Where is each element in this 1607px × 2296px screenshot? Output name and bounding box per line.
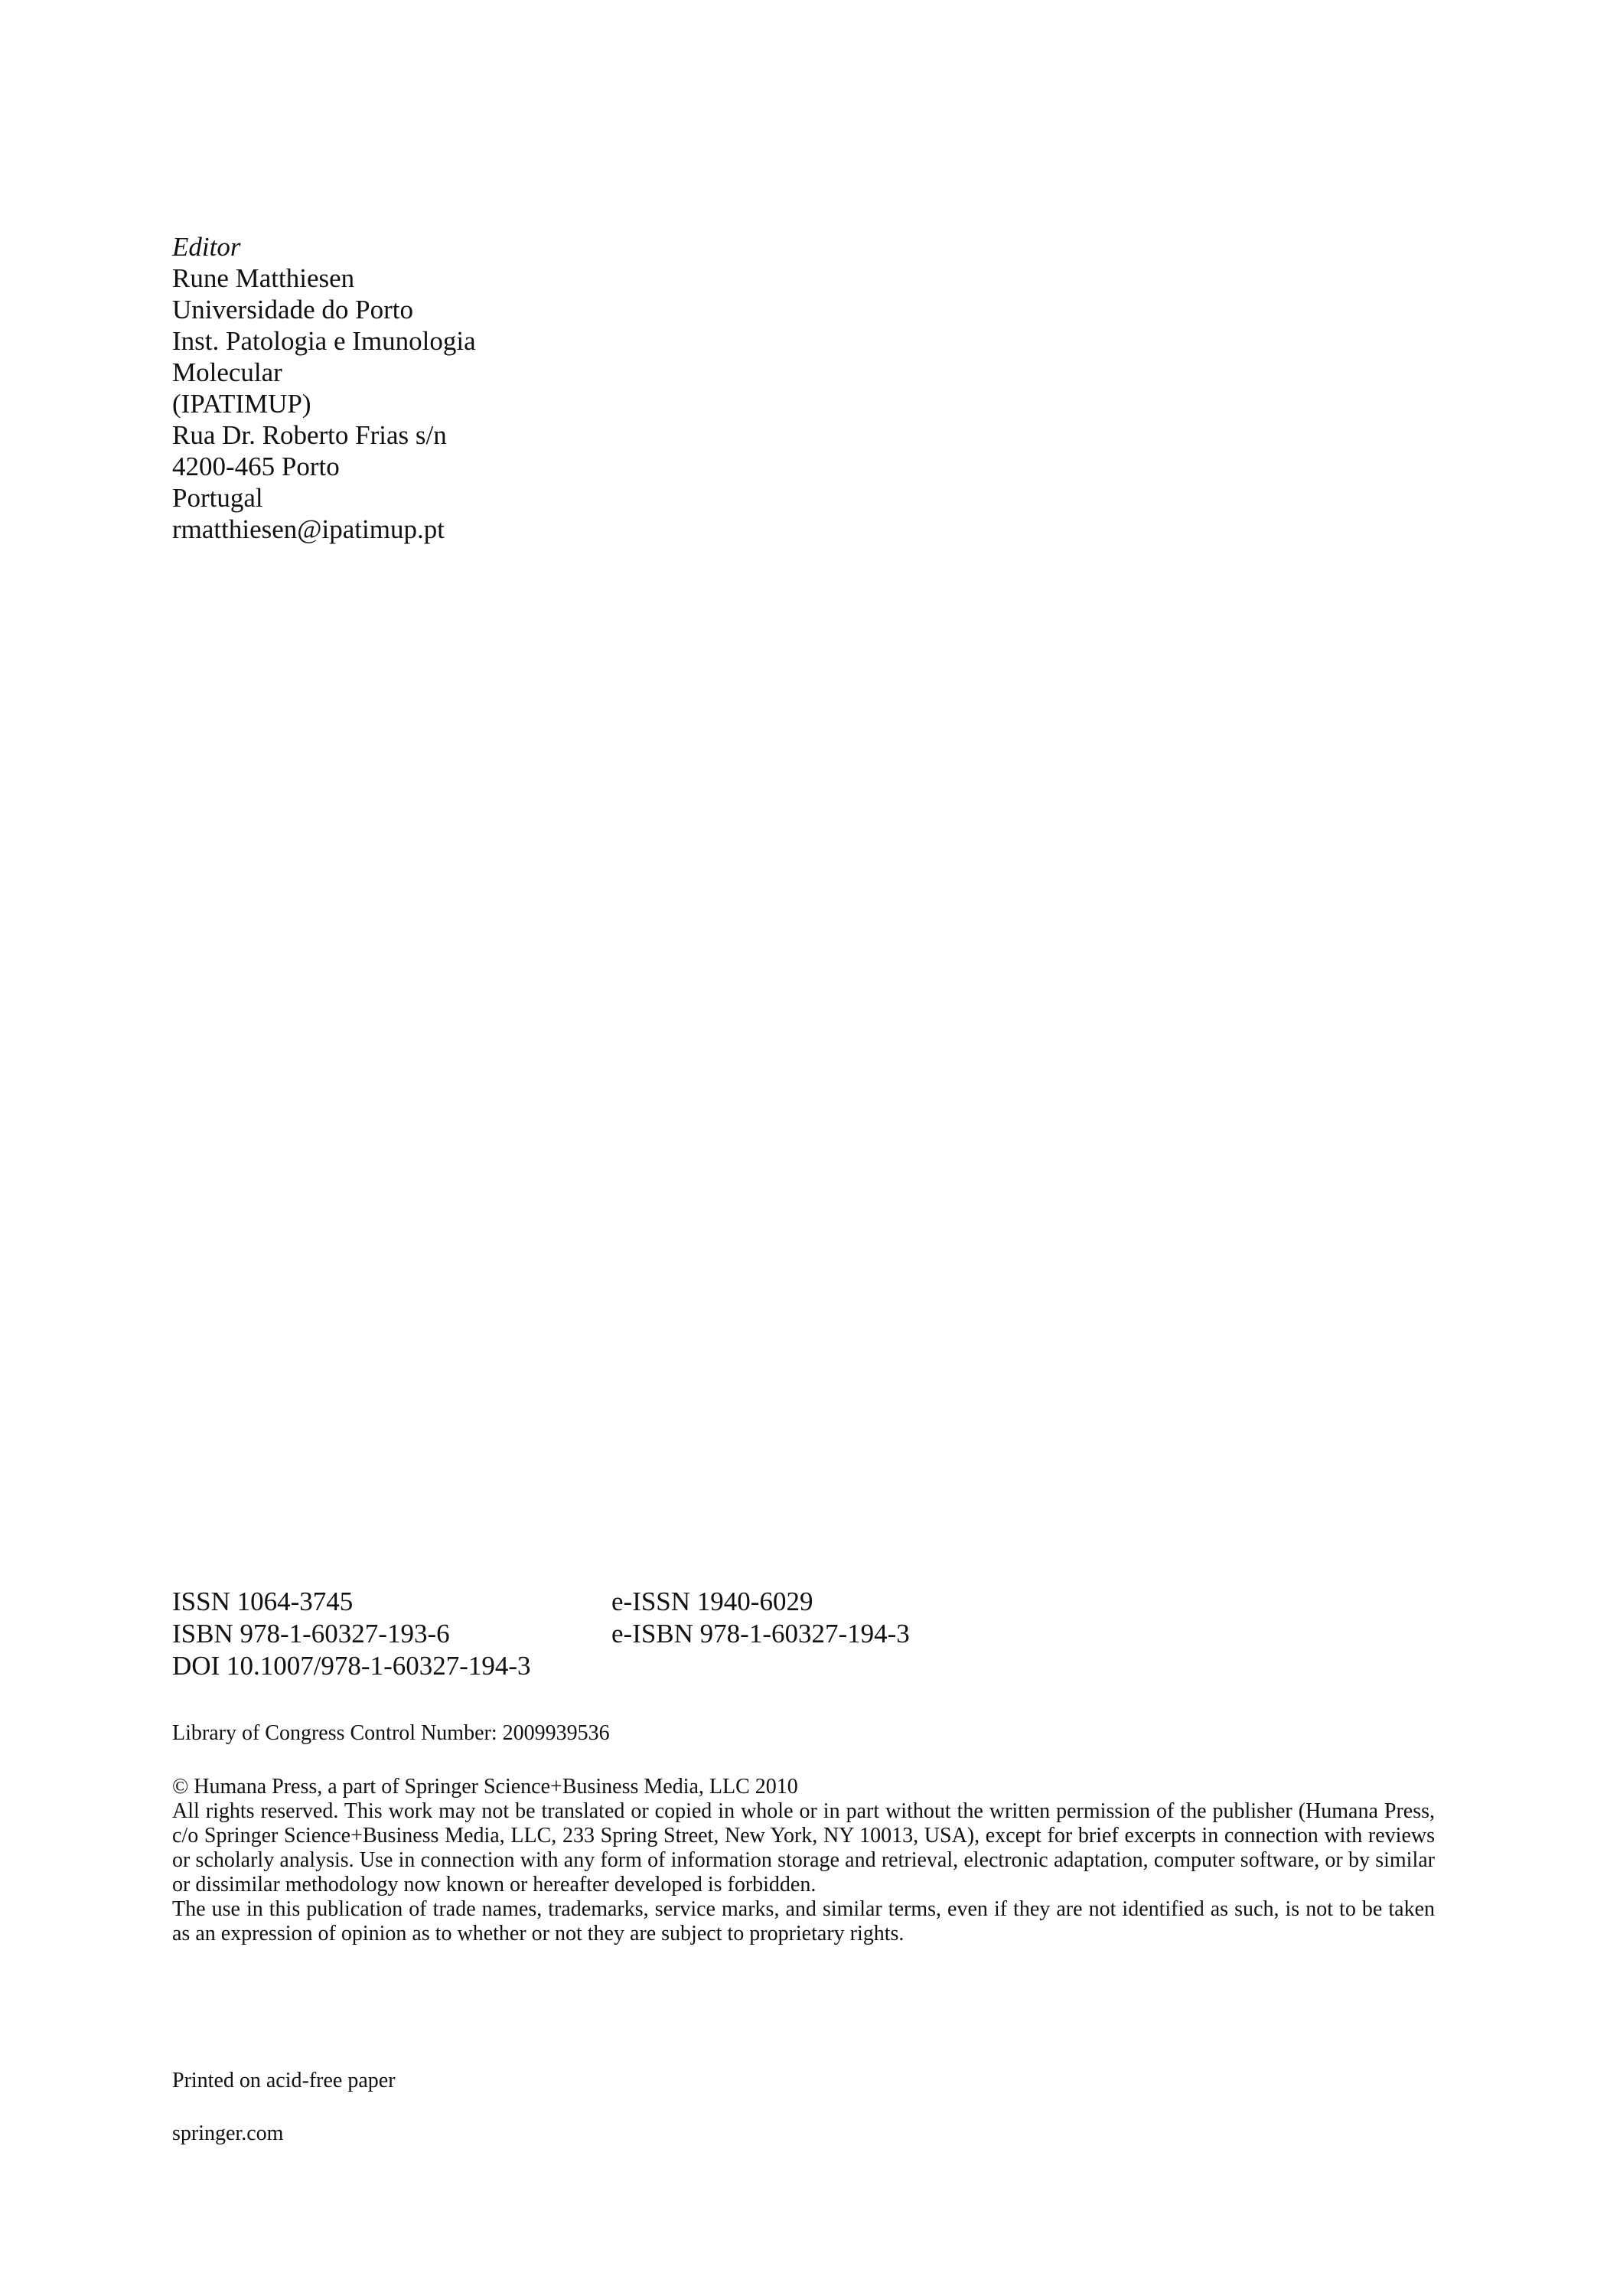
lccn: Library of Congress Control Number: 2009939536 [172, 1721, 610, 1745]
copyright-block [172, 1775, 1435, 1946]
editor-street: Rua Dr. Roberto Frias s/n [172, 420, 447, 450]
rights-paragraph: All rights reserved. This work may not be translated or copied in whole or in part without the written permission of the publisher (Humana Press, c/o Springer Science+Business Media, LLC, 233 Spring Street, New York, NY 10013, USA), except for brief excerpts in connection with reviews or scholarly analysis. Use in connection with any form of information storage and retrieval, electronic adaptation, computer software, or by similar or dissimilar methodology now known or hereafter developed is forbidden. [172, 1799, 1435, 1896]
eisbn: e-ISBN 978-1-60327-194-3 [611, 1619, 910, 1649]
isbn-row [172, 1618, 1320, 1650]
editor-university: Universidade do Porto [172, 295, 413, 325]
publisher-website: springer.com [172, 2122, 284, 2145]
editor-name: Rune Matthiesen [172, 263, 355, 293]
doi: DOI 10.1007/978-1-60327-194-3 [172, 1651, 531, 1681]
editor-email: rmatthiesen@ipatimup.pt [172, 514, 445, 544]
eissn: e-ISSN 1940-6029 [611, 1587, 813, 1616]
trademarks-paragraph: The use in this publication of trade names, trademarks, service marks, and similar terms, even if they are not identified as such, is not to be taken as an expression of opinion as to whether or not they are subject to proprietary rights. [172, 1897, 1435, 1945]
identifiers-block [172, 1586, 1320, 1682]
editor-postal-city: 4200-465 Porto [172, 452, 340, 481]
editor-institute-abbr: (IPATIMUP) [172, 389, 311, 419]
editor-country: Portugal [172, 483, 263, 513]
issn: ISSN 1064-3745 [172, 1587, 354, 1616]
copyright-line: © Humana Press, a part of Springer Science+Business Media, LLC 2010 [172, 1775, 798, 1799]
editor-institute: Inst. Patologia e Imunologia [172, 326, 476, 356]
editor-institute-cont: Molecular [172, 357, 282, 387]
isbn: ISBN 978-1-60327-193-6 [172, 1619, 450, 1649]
editor-block [172, 231, 1090, 545]
editor-heading: Editor [172, 232, 241, 262]
printed-note: Printed on acid-free paper [172, 2069, 396, 2092]
issn-row [172, 1586, 1320, 1618]
